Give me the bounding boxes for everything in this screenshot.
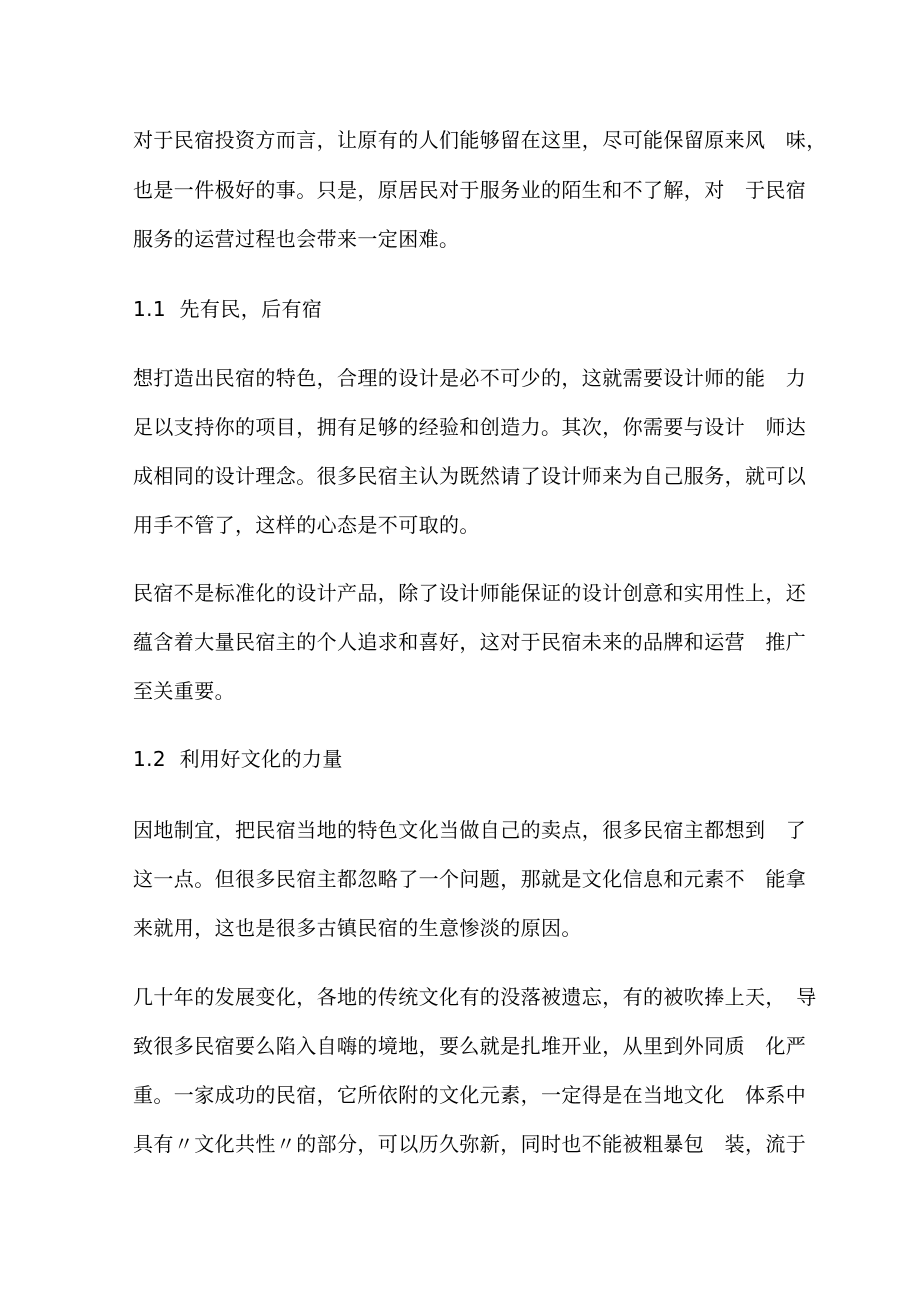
paragraph-4-line-2: 这一点。但很多民宿主都忽略了一个问题，那就是文化信息和元素不 能拿	[133, 867, 807, 891]
paragraph-3-line-3: 至关重要。	[133, 679, 235, 703]
paragraph-2-line-3: 成相同的设计理念。很多民宿主认为既然请了设计师来为自己服务，就可以	[133, 464, 807, 488]
paragraph-5-line-2: 致很多民宿要么陷入自嗨的境地，要么就是扎堆开业，从里到外同质 化严	[133, 1034, 807, 1058]
paragraph-1-line-1: 对于民宿投资方而言，让原有的人们能够留在这里，尽可能保留原来风 味，	[133, 128, 827, 152]
paragraph-2-line-4: 用手不管了，这样的心态是不可取的。	[133, 513, 480, 537]
paragraph-4-line-1: 因地制宜，把民宿当地的特色文化当做自己的卖点，很多民宿主都想到 了	[133, 818, 807, 842]
section-heading-1-1: 1.1 先有民，后有宿	[133, 297, 323, 321]
paragraph-2-line-1: 想打造出民宿的特色，合理的设计是必不可少的，这就需要设计师的能 力	[133, 366, 807, 390]
paragraph-4-line-3: 来就用，这也是很多古镇民宿的生意惨淡的原因。	[133, 916, 582, 940]
section-heading-1-2: 1.2 利用好文化的力量	[133, 747, 343, 771]
paragraph-5-line-1: 几十年的发展变化，各地的传统文化有的没落被遗忘，有的被吹捧上天， 导	[133, 985, 817, 1009]
paragraph-5-line-3: 重。一家成功的民宿，它所依附的文化元素，一定得是在当地文化 体系中	[133, 1083, 807, 1107]
paragraph-5-line-4: 具有〃文化共性〃的部分，可以历久弥新，同时也不能被粗暴包 装，流于	[133, 1132, 807, 1156]
paragraph-3-line-1: 民宿不是标准化的设计产品，除了设计师能保证的设计创意和实用性上，还	[133, 581, 807, 605]
paragraph-1-line-3: 服务的运营过程也会带来一定困难。	[133, 227, 460, 251]
paragraph-2-line-2: 足以支持你的项目，拥有足够的经验和创造力。其次，你需要与设计 师达	[133, 415, 807, 439]
paragraph-3-line-2: 蕴含着大量民宿主的个人追求和喜好，这对于民宿未来的品牌和运营 推广	[133, 630, 807, 654]
paragraph-1-line-2: 也是一件极好的事。只是，原居民对于服务业的陌生和不了解，对 于民宿	[133, 178, 807, 202]
